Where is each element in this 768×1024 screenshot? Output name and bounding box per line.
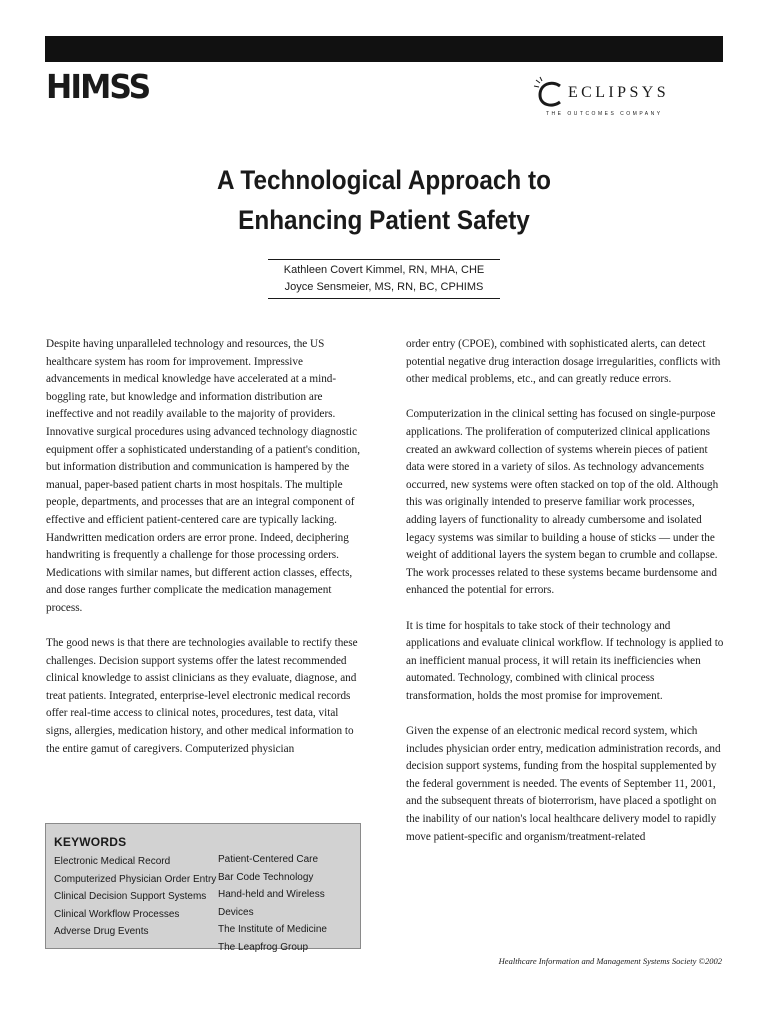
keyword-item: The Leapfrog Group	[218, 941, 309, 953]
keyword-item: Computerized Physician Order Entry	[54, 873, 217, 885]
eclipsys-logo	[530, 74, 722, 124]
title-line-1: A Technological Approach to	[217, 165, 551, 195]
keyword-item: Adverse Drug Events	[54, 926, 149, 938]
keywords-left-list	[54, 853, 216, 941]
himss-logo: HIMSS	[46, 67, 150, 106]
paragraph: Given the expense of an electronic medical record system, which includes physician order entry, medication administration records, and decision support systems, funding from the hospital supplemented by the federal government is needed. The events of September 11, 2001, and the subsequent threats of bioterrorism, have placed a spotlight on the inability of our nation's local healthcare delivery model to rapidly move patient-specific and organism/treatment-related	[406, 725, 721, 843]
keyword-item: Bar Code Technology	[218, 871, 314, 883]
author-2: Joyce Sensmeier, MS, RN, BC, CPHIMS	[284, 281, 484, 293]
keywords-heading: KEYWORDS	[54, 835, 127, 849]
author-rule-top	[268, 259, 500, 260]
footer-credit: Healthcare Information and Management Systems Society ©2002	[498, 956, 722, 966]
right-column	[406, 336, 724, 864]
keyword-item: Patient-Centered Care	[218, 854, 319, 865]
keyword-item: Clinical Decision Support Systems	[54, 891, 207, 903]
paragraph: It is time for hospitals to take stock of their technology and applications and evaluate clinical workflow. If technology is applied to an inefficient manual process, it will retain its inefficiencies when automated. Technology, combined with clinical process transformation, holds the most promise for improvement.	[406, 619, 724, 702]
keyword-item: The Institute of Medicine	[218, 924, 327, 936]
author-1: Kathleen Covert Kimmel, RN, MHA, CHE	[283, 264, 485, 276]
paragraph: order entry (CPOE), combined with sophisticated alerts, can detect potential negative drug interaction dosage irregularities, conflicts with other medical problems, etc., and can greatly reduce errors.	[406, 338, 721, 386]
eclipsys-tagline: THE OUTCOMES COMPANY	[546, 111, 663, 117]
author-list	[230, 262, 538, 296]
keyword-item: Hand-held and Wireless Devices	[218, 889, 325, 918]
keyword-item: Clinical Workflow Processes	[54, 908, 180, 920]
left-column	[46, 336, 366, 776]
keywords-box	[45, 823, 361, 953]
author-rule-bottom	[268, 298, 500, 299]
eclipsys-name: ECLIPSYS	[568, 84, 669, 101]
keyword-item: Electronic Medical Record	[54, 856, 171, 867]
eclipsys-swirl-icon	[530, 74, 570, 114]
paragraph: Despite having unparalleled technology and resources, the US healthcare system has room for improvement. Impressive advancements in medical knowledge have accelerated at a mind-boggling rate, but knowledge and information distribution are ineffective and not readily available to the majority of providers. Innovative surgical procedures using advanced technology diagnostic equipment offer a sophisticated understanding of a patient's condition, but information distribution and communication is hampered by the manual, paper-based patient charts in most hospitals. The multiple people, departments, and processes that are an integral component of effective and efficient patient-centered care are typically lacking. Handwritten medication orders are error prone. Indeed, deciphering handwriting is frequently a challenge for those processing orders. Medications with similar names, but different action classes, effects, and dose ranges further complicate the medication management process.	[46, 338, 361, 614]
header-bar	[45, 36, 723, 62]
page-title	[114, 160, 654, 240]
paragraph: The good news is that there are technologies available to rectify these challenges. Decision support systems offer the latest recommended clinical knowledge to assist clinicians as they evaluate, diagnose, and treat patients. Integrated, enterprise-level electronic medical records offer real-time access to clinical notes, procedures, test data, vital signs, allergies, medication history, and other medical information to the entire gamut of caregivers. Computerized physician	[46, 637, 358, 755]
keywords-right-list	[218, 851, 360, 957]
title-line-2: Enhancing Patient Safety	[238, 205, 530, 235]
paragraph: Computerization in the clinical setting has focused on single-purpose applications. The proliferation of computerized clinical applications created an awkward collection of systems wherein pieces of patient data were stored in a variety of silos. As technology advancements occurred, new systems were often stacked on top of the old. Although this was originally intended to preserve familiar work processes, adding layers of functionality to already cumbersome and isolated legacy systems was similar to building a house of sticks — under the weight of additional layers the system began to crumble and collapse. The work processes related to these systems became burdensome and enhanced the potential for errors.	[406, 408, 719, 597]
